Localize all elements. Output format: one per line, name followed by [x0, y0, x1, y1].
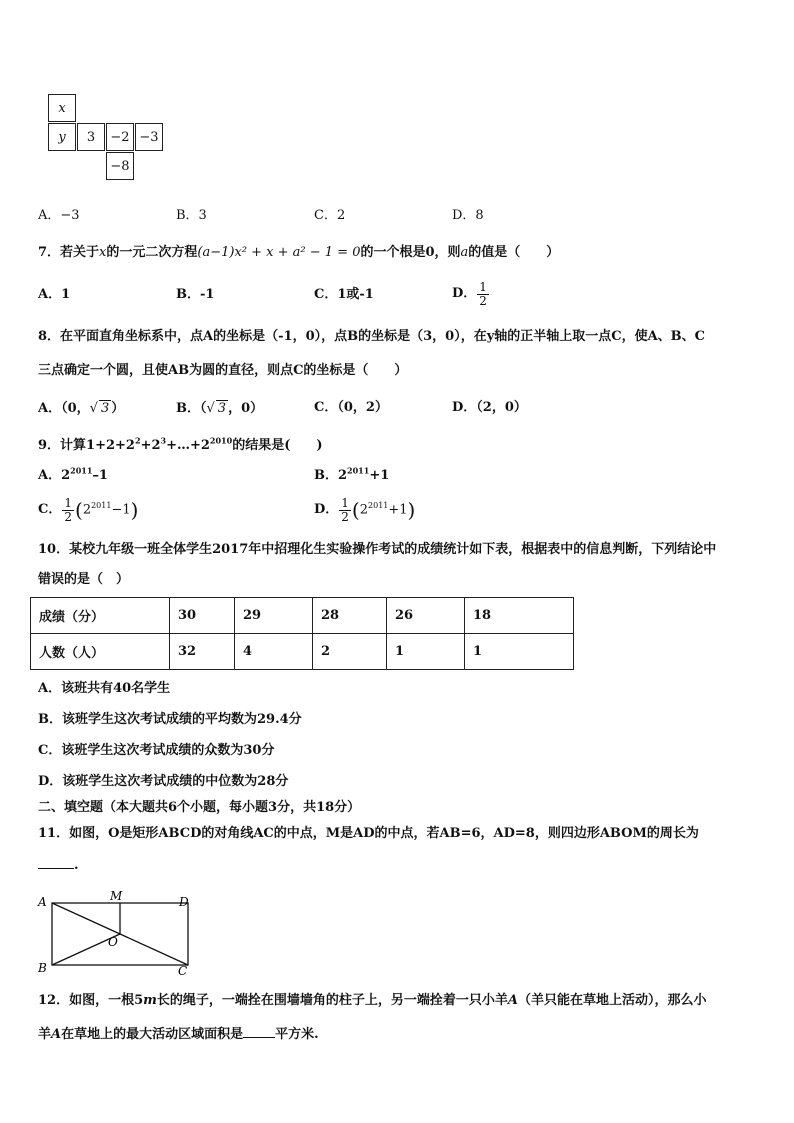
q12-answer-blank[interactable] [243, 1037, 275, 1038]
q9-d-half-num: 1 [341, 495, 349, 510]
q9-c-exp: 2011 [91, 500, 112, 510]
q8-b-pre: B．（ [176, 401, 207, 416]
q7-var-a: a [460, 245, 469, 260]
q8-stem-line2: 三点确定一个圆，且使AB为圆的直径，则点C的坐标是（ ） [38, 363, 408, 378]
q9-stem [38, 435, 323, 454]
q8-b-radicand: 3 [217, 401, 227, 416]
q9-exp2010: 2010 [209, 435, 233, 446]
q9-stem-c: +…+2 [166, 438, 210, 453]
q10-option-d: D．该班学生这次考试成绩的中位数为28分 [38, 774, 289, 789]
q8-a-pre: A．（0， [38, 401, 90, 416]
q9-b-post: +1 [369, 468, 390, 483]
q12-line1-b: 长的绳子，一端拴在围墙墙角的柱子上，另一端拴着一只小羊 [156, 993, 508, 1008]
q6-option-a: A．−3 [38, 208, 80, 223]
q7-equation: (a−1)x² + x + a² − 1 = 0 [197, 245, 361, 260]
q9-d-base: 2 [359, 502, 369, 518]
q7-stem-prefix: 7．若关于 [38, 245, 100, 260]
q8-option-c: C．（0，2） [314, 400, 388, 415]
q7-stem-mid: 的一元二次方程 [106, 245, 198, 260]
q9-exp2: 2 [134, 435, 141, 446]
q9-c-half-num: 1 [64, 495, 72, 510]
q8-option-d: D．（2，0） [452, 400, 527, 415]
q7-stem-suffix: 的值是（ ） [468, 245, 560, 260]
table-cell: 2 [313, 634, 387, 670]
q12-line1-a: 12．如图，一根 [38, 993, 135, 1008]
table-cell: 1 [387, 634, 465, 670]
q8-a-post: ） [111, 401, 125, 416]
table-row [31, 598, 574, 634]
q9-exp3: 3 [160, 435, 167, 446]
table-cell: 4 [235, 634, 313, 670]
q9-stem-d: 的结果是( ) [232, 438, 323, 453]
q7-option-c: C．1或-1 [314, 287, 374, 302]
q10-option-a: A．该班共有40名学生 [38, 681, 171, 696]
q6-option-d: D．8 [452, 208, 484, 223]
q12-line2-A: A [51, 1027, 62, 1042]
q9-c-half-den: 2 [64, 509, 72, 524]
q12-stem-line2 [38, 1027, 319, 1043]
label-b: B [38, 961, 47, 975]
q7-d-denominator: 2 [479, 293, 487, 308]
q9-option-b [314, 465, 390, 484]
q8-option-a: A．（0，√ 3 ） [38, 401, 125, 416]
q9-option-a [38, 465, 108, 484]
q11-stem-line2 [38, 858, 79, 874]
label-a: A [38, 895, 47, 909]
q10-option-b: B．该班学生这次考试成绩的平均数为29.4分 [38, 712, 302, 727]
q10-option-c: C．该班学生这次考试成绩的众数为30分 [38, 743, 275, 758]
q9-b-exp: 2011 [347, 465, 370, 476]
q6-option-b: B．3 [176, 208, 207, 223]
q7-option-b: B．-1 [176, 287, 215, 302]
q8-stem-line1: 8．在平面直角坐标系中，点A的坐标是（-1，0），点B的坐标是（3，0），在y轴的正半轴上取一点C，使A、B、C [38, 329, 706, 344]
q9-d-tail: +1 [388, 502, 408, 518]
q11-answer-blank[interactable] [38, 868, 74, 869]
q8-option-b: B．（√ 3 ，0） [176, 401, 264, 416]
q9-d-exp: 2011 [368, 500, 389, 510]
section-title-fill-in: 二、填空题（本大题共6个小题，每小题3分，共18分） [38, 800, 361, 815]
q7-stem-mid2: 的一个根是0，则 [360, 245, 461, 260]
q7-option-d-fraction [477, 281, 489, 308]
table-row [31, 634, 574, 670]
q12-line2-c: 平方米. [275, 1027, 319, 1042]
q9-c-label: C． [38, 502, 62, 517]
q8-b-post: ，0） [228, 401, 264, 416]
net-cell-neg8: −8 [106, 152, 134, 180]
q12-line1-A: A [507, 993, 519, 1008]
q9-option-d [314, 494, 415, 526]
q7-d-numerator: 1 [479, 279, 487, 294]
q12-line2-b: 在草地上的最大活动区域面积是 [61, 1027, 244, 1042]
q12-line1-m: m [143, 993, 157, 1008]
q7-option-d [452, 278, 490, 310]
q10-stem-line1: 10．某校九年级一班全体学生2017年中招理化生实验操作考试的成绩统计如下表，根据表中的信息判断，下列结论中 [38, 542, 717, 557]
q9-a-exp: 2011 [70, 465, 93, 476]
label-c: C [178, 964, 188, 978]
q11-line2-end: . [74, 858, 79, 873]
q12-line1-5: 5 [134, 993, 144, 1008]
q7-option-d-label: D． [452, 286, 477, 301]
q9-c-tail: −1 [111, 502, 131, 518]
table-cell: 26 [387, 598, 465, 634]
q7-stem [38, 245, 559, 261]
table-cell: 18 [465, 598, 574, 634]
table-cell: 1 [465, 634, 574, 670]
label-o: O [108, 935, 118, 949]
q9-stem-a: 9．计算1+2+2 [38, 438, 135, 453]
q10-stem-line2: 错误的是（ ） [38, 572, 130, 587]
q9-a-pre: A．2 [38, 468, 71, 483]
q7-option-a: A．1 [38, 287, 71, 302]
table-cell: 28 [313, 598, 387, 634]
net-cell-3: 3 [77, 123, 105, 151]
table-cell: 成绩（分） [31, 598, 170, 634]
q9-d-expr: $(2^{2011}+1)$ [351, 497, 416, 522]
q9-b-pre: B．2 [314, 468, 348, 483]
table-cell: 32 [170, 634, 235, 670]
table-cell: 29 [235, 598, 313, 634]
net-cell-neg3: −3 [135, 123, 163, 151]
q7-var-x: x [99, 245, 107, 260]
net-cell-y: y [48, 123, 76, 151]
q9-c-half [62, 497, 74, 524]
q9-d-half [339, 497, 351, 524]
q9-stem-b: +2 [140, 438, 161, 453]
q9-d-label: D． [314, 502, 339, 517]
q12-line2-a: 羊 [38, 1027, 52, 1042]
q9-c-base: 2 [82, 502, 92, 518]
label-d: D [179, 895, 189, 909]
q9-a-post: –1 [92, 468, 108, 483]
table-cell: 人数（人） [31, 634, 170, 670]
table-cell: 30 [170, 598, 235, 634]
q11-rectangle-figure [36, 888, 196, 978]
net-cell-neg2: −2 [106, 123, 134, 151]
q6-option-c: C．2 [314, 208, 346, 223]
q12-line1-c: （羊只能在草地上活动），那么小 [518, 993, 707, 1008]
label-m: M [110, 889, 123, 903]
q8-a-radicand: 3 [100, 401, 110, 416]
q9-c-expr: $(2^{2011}-1)$ [75, 497, 139, 522]
net-cell-x: x [48, 94, 76, 122]
q10-score-table [30, 597, 574, 670]
q12-stem-line1 [38, 993, 707, 1009]
q11-stem-line1: 11．如图，O是矩形ABCD的对角线AC的中点，M是AD的中点，若AB=6，AD=8，则四边形ABOM的周长为 [38, 826, 699, 841]
q9-d-half-den: 2 [341, 509, 349, 524]
q9-option-c [38, 494, 138, 526]
